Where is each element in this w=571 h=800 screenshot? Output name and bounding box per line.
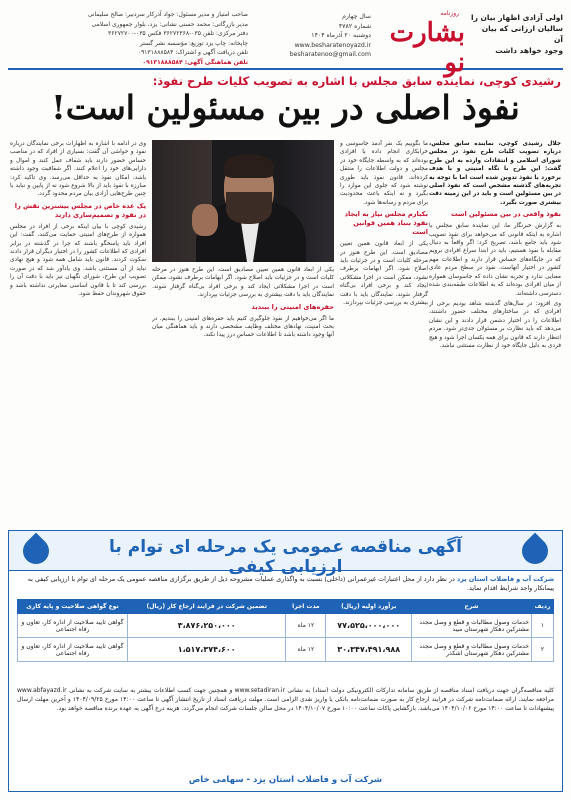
- ad-signature: شرکت آب و فاضلاب استان یزد - سهامی خاص: [188, 775, 383, 785]
- meta-year: سال چهارم: [342, 13, 371, 20]
- ad-notes: کلیه مناقصه‌گران جهت دریافت اسناد مناقصه از طریق سامانه تدارکات الکترونیکی دولت (ستاد) به نشانی www.setadiran.ir و همچنین جهت کسب اطلاعات بیشتر به سایت شرکت به نشانی www.abfayazd.ir مراجعه نمایند. ارائه ضمانت‌نامه شرکت در فرایند ارجاع کار به صورت ضمانت‌نامه بانکی یا واریز نقدی الزامی است. مهلت دریافت اسناد از تاریخ انتشار آگهی تا ساعت ۱۴:۰۰ مورخ ۱۴۰۴/۰۹/۲۵ و آخرین مهلت ارسال پیشنهادات تا ساعت ۱۴:۰۰ مورخ ۱۴۰۴/۱۰/۰۶ می‌باشد. بازگشایی پاکات ساعت ۱۰:۰۰ مورخ ۱۴۰۴/۱۰/۰۷ در محل سالن جلسات شرکت انجام می‌گردد. هزینه درج آگهی به عهده برنده مناقصه خواهد بود.: [17, 687, 555, 712]
- article-paragraph: یکی از ابعاد قانون همین تعیین مصادیق است. این طرح هنوز در مرحله کلیات است و در جزئیات باید اصلاح شود. اگر ابهامات برطرف نشود، ممکن است در اجرا مشکلاتی ایجاد کند و برخی افراد بی‌گناه گرفتار شوند. نمایندگان باید با دقت بیشتری به بررسی جزئیات بپردازند.: [340, 241, 428, 307]
- ad-intro-text: در نظر دارد از محل اعتبارات غیرعمرانی (داخلی) نسبت به واگذاری عملیات مشروحه ذیل از طریق برگزاری مناقصه عمومی یک مرحله ای توام با ارزیابی کیفی به پیمانکار واجد شرایط اقدام نماید.: [27, 575, 554, 592]
- contact-line: تلفن دریافت آگهی و اشتراک: ۰۹۱۳۱۸۸۸۵۸۴: [137, 49, 248, 56]
- column-header: ردیف: [532, 600, 554, 614]
- article-column-left: [10, 140, 146, 525]
- row-description: خدمات وصول مطالبات و قطع و وصل مجدد مشترکین دهکار شهرستان میبد: [412, 614, 532, 638]
- article-column-mid: [152, 266, 334, 525]
- water-drop-logo-icon: [19, 536, 53, 566]
- article-paragraph: وی افزود: در سال‌های گذشته شاهد بودیم برخی از افرادی که در ساختارهای مختلف حضور داشتند، اطلاعات را در اختیار دشمن قرار دادند و این نشان می‌دهد که باید نظارت بر مسئولان جدی‌تر شود. مردم انتظار دارند که قانون برای همه یکسان اجرا شود و هیچ فردی به دلیل جایگاه خود از نظارت مستثنی نباشد.: [429, 300, 561, 349]
- article-photo[interactable]: [152, 140, 334, 262]
- column-header: مدت اجرا: [286, 600, 326, 614]
- masthead-slogan: [471, 12, 563, 56]
- article-subheading: حفره‌های امنیتی را ببندید: [251, 302, 334, 311]
- article-paragraph: یکی از ابعاد قانون همین تعیین مصادیق است. این طرح هنوز در مرحله کلیات است و در جزئیات باید اصلاح شود. اگر ابهامات برطرف نشود، ممکن است در اجرا مشکلاتی ایجاد کند و برخی افراد بی‌گناه گرفتار شوند. نمایندگان باید با دقت بیشتری به بررسی جزئیات بپردازند.: [152, 267, 334, 299]
- row-guarantee: ۳،۸۷۶،۲۵۰،۰۰۰: [128, 614, 286, 638]
- table-row: [18, 614, 554, 638]
- article-subheading: بکبارم مجلس نیاز به ایجاد نفوذ بنیاد همین قوانین است: [344, 210, 428, 237]
- slogan-line: اولی آزادی اظهار بیان را: [471, 13, 563, 22]
- article-paragraph: ما اگر می‌خواهیم از نفوذ جلوگیری کنیم باید حفره‌های امنیتی را ببندیم. در بحث امنیت، نهادهای مختلف وظایف مشخصی دارند و باید هماهنگی میان آنها وجود داشته باشد تا اطلاعات حساس درز پیدا نکند.: [152, 315, 334, 339]
- row-certificate: گواهی تایید صلاحیت از اداره کار، تعاون و رفاه اجتماعی: [18, 614, 128, 638]
- slogan-line: سالیان ارزانی که بیان آن: [481, 24, 563, 44]
- column-header: شرح: [412, 600, 532, 614]
- article-subheading: نفوذ واقعی در بین مسئولین است: [450, 210, 561, 219]
- row-duration: ۱۲ ماه: [286, 614, 326, 638]
- ad-organization: شرکت آب و فاضلاب استان یزد: [456, 575, 554, 583]
- contact-line: صاحب امتیاز و مدیر مسئول: جواد آذرکار سردبیر: صالح سلیمانی: [87, 11, 248, 18]
- contact-line: چاپخانه: چاپ یزد توزیع: مؤسسه نشر گستر: [139, 39, 248, 47]
- column-header: تضمین شرکت در فرایند ارجاع کار (ریال): [128, 600, 286, 614]
- row-guarantee: ۱،۵۱۷،۳۷۴،۶۰۰: [128, 638, 286, 662]
- ad-header: [9, 531, 562, 577]
- contact-highlight: تلفن هماهنگی آگهی: ۰۹۱۳۱۸۸۸۵۸۴: [142, 58, 248, 66]
- article-paragraph: ما بگوییم یک نفر آدمد جاسوسی و خرابکاری انجام داده یا افرادی بوده‌اند که به واسطه جایگاه خود در مجلس و دولت اطلاعات را منتقل کرده‌اند. قانون نفوذ باید طوری نوشته شود که جلوی این موارد را بگیرد و نه اینکه باعث محدودیت برای مردم و رسانه‌ها شود.: [340, 141, 428, 206]
- row-number: ۲: [532, 638, 554, 662]
- meta-email[interactable]: besharatenoo@gmail.com: [289, 51, 371, 58]
- issue-meta: [261, 12, 371, 60]
- contact-line: دفتر مرکزی: تلفن ۰۳۵-۳۶۲۷۲۳۶۸ فکس ۰۳۵-۳۶۲۷۲۷۰۰: [108, 30, 248, 37]
- ad-intro: [17, 575, 554, 593]
- article-paragraph: به گزارش خبرنگار ما، این نماینده سابق مجلس با اشاره به اینکه قانونی که می‌خواهد برای نفوذ تصویب شود باید جامع باشد، تصریح کرد: اگر واقعاً به دنبال مقابله با نفوذ هستیم، باید در ابتدا سراغ افرادی برویم که در جایگاه‌های حساس قرار دارند و اطلاعات مهم کشور در اختیار آنهاست. نفوذ در سطح مردم عادی معنایی ندارد و تجربه نشان داده که جاسوسان همواره از میان افرادی بوده‌اند که به اطلاعات طبقه‌بندی شده دسترسی داشته‌اند.: [429, 223, 561, 297]
- row-estimate: ۷۷،۵۲۵،۰۰۰،۰۰۰: [326, 614, 412, 638]
- meta-website[interactable]: www.besharatenoyazd.ir: [294, 41, 371, 49]
- row-certificate: گواهی تایید صلاحیت از اداره کار، تعاون و رفاه اجتماعی: [18, 638, 128, 662]
- masthead: [8, 8, 563, 78]
- article-kicker: رشیدی کوچی، نماینده سابق مجلس با اشاره به تصویب کلیات طرح نفوذ:: [152, 74, 561, 88]
- contact-line: مدیر بازرگانی: محمد حسنی نشانی: یزد، بلوار جمهوری اسلامی: [91, 20, 248, 28]
- row-description: خدمات وصول مطالبات و قطع و وصل مجدد مشترکین دهکار شهرستان اشکذر: [412, 638, 532, 662]
- table-row: [18, 638, 554, 662]
- row-duration: ۱۲ ماه: [286, 638, 326, 662]
- column-header: نوع گواهی صلاحیت و پایه کاری: [18, 600, 128, 614]
- ad-title: آگهی مناقصه عمومی یک مرحله ای توام با ارزیابی کیفی: [109, 537, 462, 577]
- slogan-line: وجود خواهد داشت: [495, 46, 563, 55]
- article-lead: جلال رشیدی کوچی، نماینده سابق مجلس، درباره تصویب کلیات طرح نفوذ در مجلس شورای اسلامی و انتقادات وارده به این طرح گفت: این طرح با نگاه امنیتی و با هدف برخورد با نفوذ تدوین شده است اما با توجه به تجربه‌های گذشته مشخص است که نفوذ اصلی در بین مسئولین است و باید در این زمینه دقت بیشتری صورت بگیرد.: [429, 141, 561, 206]
- water-company-logo-icon: [518, 536, 552, 566]
- row-number: ۱: [532, 614, 554, 638]
- tender-table: [17, 599, 554, 662]
- meta-issue: شماره ۴۷۸۲: [338, 22, 371, 30]
- row-estimate: ۳۰،۳۴۷،۴۹۱،۹۸۸: [326, 638, 412, 662]
- article-paragraph: وی در ادامه با اشاره به اظهارات برخی نمایندگان درباره نفوذ و حواشی آن گفت: بسیاری از افراد که در مناصب حساس حضور دارند باید شفاف عمل کنند و اموال و دارایی‌های خود را اعلام کنند. اگر شفافیت وجود داشته باشد، امکان نفوذ به حداقل می‌رسد. وی تاکید کرد: مبارزه با نفوذ باید از بالا شروع شود نه از پایین و نباید با چنین طرح‌هایی آزادی بیان مردم محدود گردد.: [10, 141, 146, 198]
- column-header: برآورد اولیه (ریال): [326, 600, 412, 614]
- table-header-row: [18, 600, 554, 614]
- article-column-mid-right: [340, 140, 428, 525]
- article-subheading: یک عده خاص در مجلس بیشترین نقش را در نفوذ و تصمیم‌سازی دارند: [14, 201, 146, 219]
- logo-tag: روزنامه: [440, 10, 459, 17]
- meta-date: دوشنبه ۲۰ آذرماه ۱۴۰۴: [311, 32, 371, 39]
- article-headline[interactable]: نفوذ اصلی در بین مسئولین است!: [51, 88, 520, 127]
- article-column-right: [429, 140, 561, 525]
- logo-name: بشارت نو: [389, 18, 465, 78]
- masthead-contacts: [8, 10, 248, 67]
- newspaper-logo[interactable]: [377, 10, 465, 78]
- tender-advertisement: [8, 530, 563, 792]
- article-paragraph: رشیدی کوچی با بیان اینکه برخی از افراد در مجلس همواره از طرح‌های امنیتی حمایت می‌کنند، گفت: این افراد باید پاسخگو باشند که چرا در گذشته در برابر افرادی که اطلاعات کشور را در اختیار دیگران قرار دادند سکوت کردند. قانون باید شامل همه شود و هیچ نهادی نباید از آن مستثنی باشد. وی یادآور شد که در صورت تصویب این طرح، شورای نگهبان نیز باید با دقت آن را بررسی کند تا با قانون اساسی مغایرتی نداشته باشد و حقوق شهروندان حفظ شود.: [10, 223, 146, 298]
